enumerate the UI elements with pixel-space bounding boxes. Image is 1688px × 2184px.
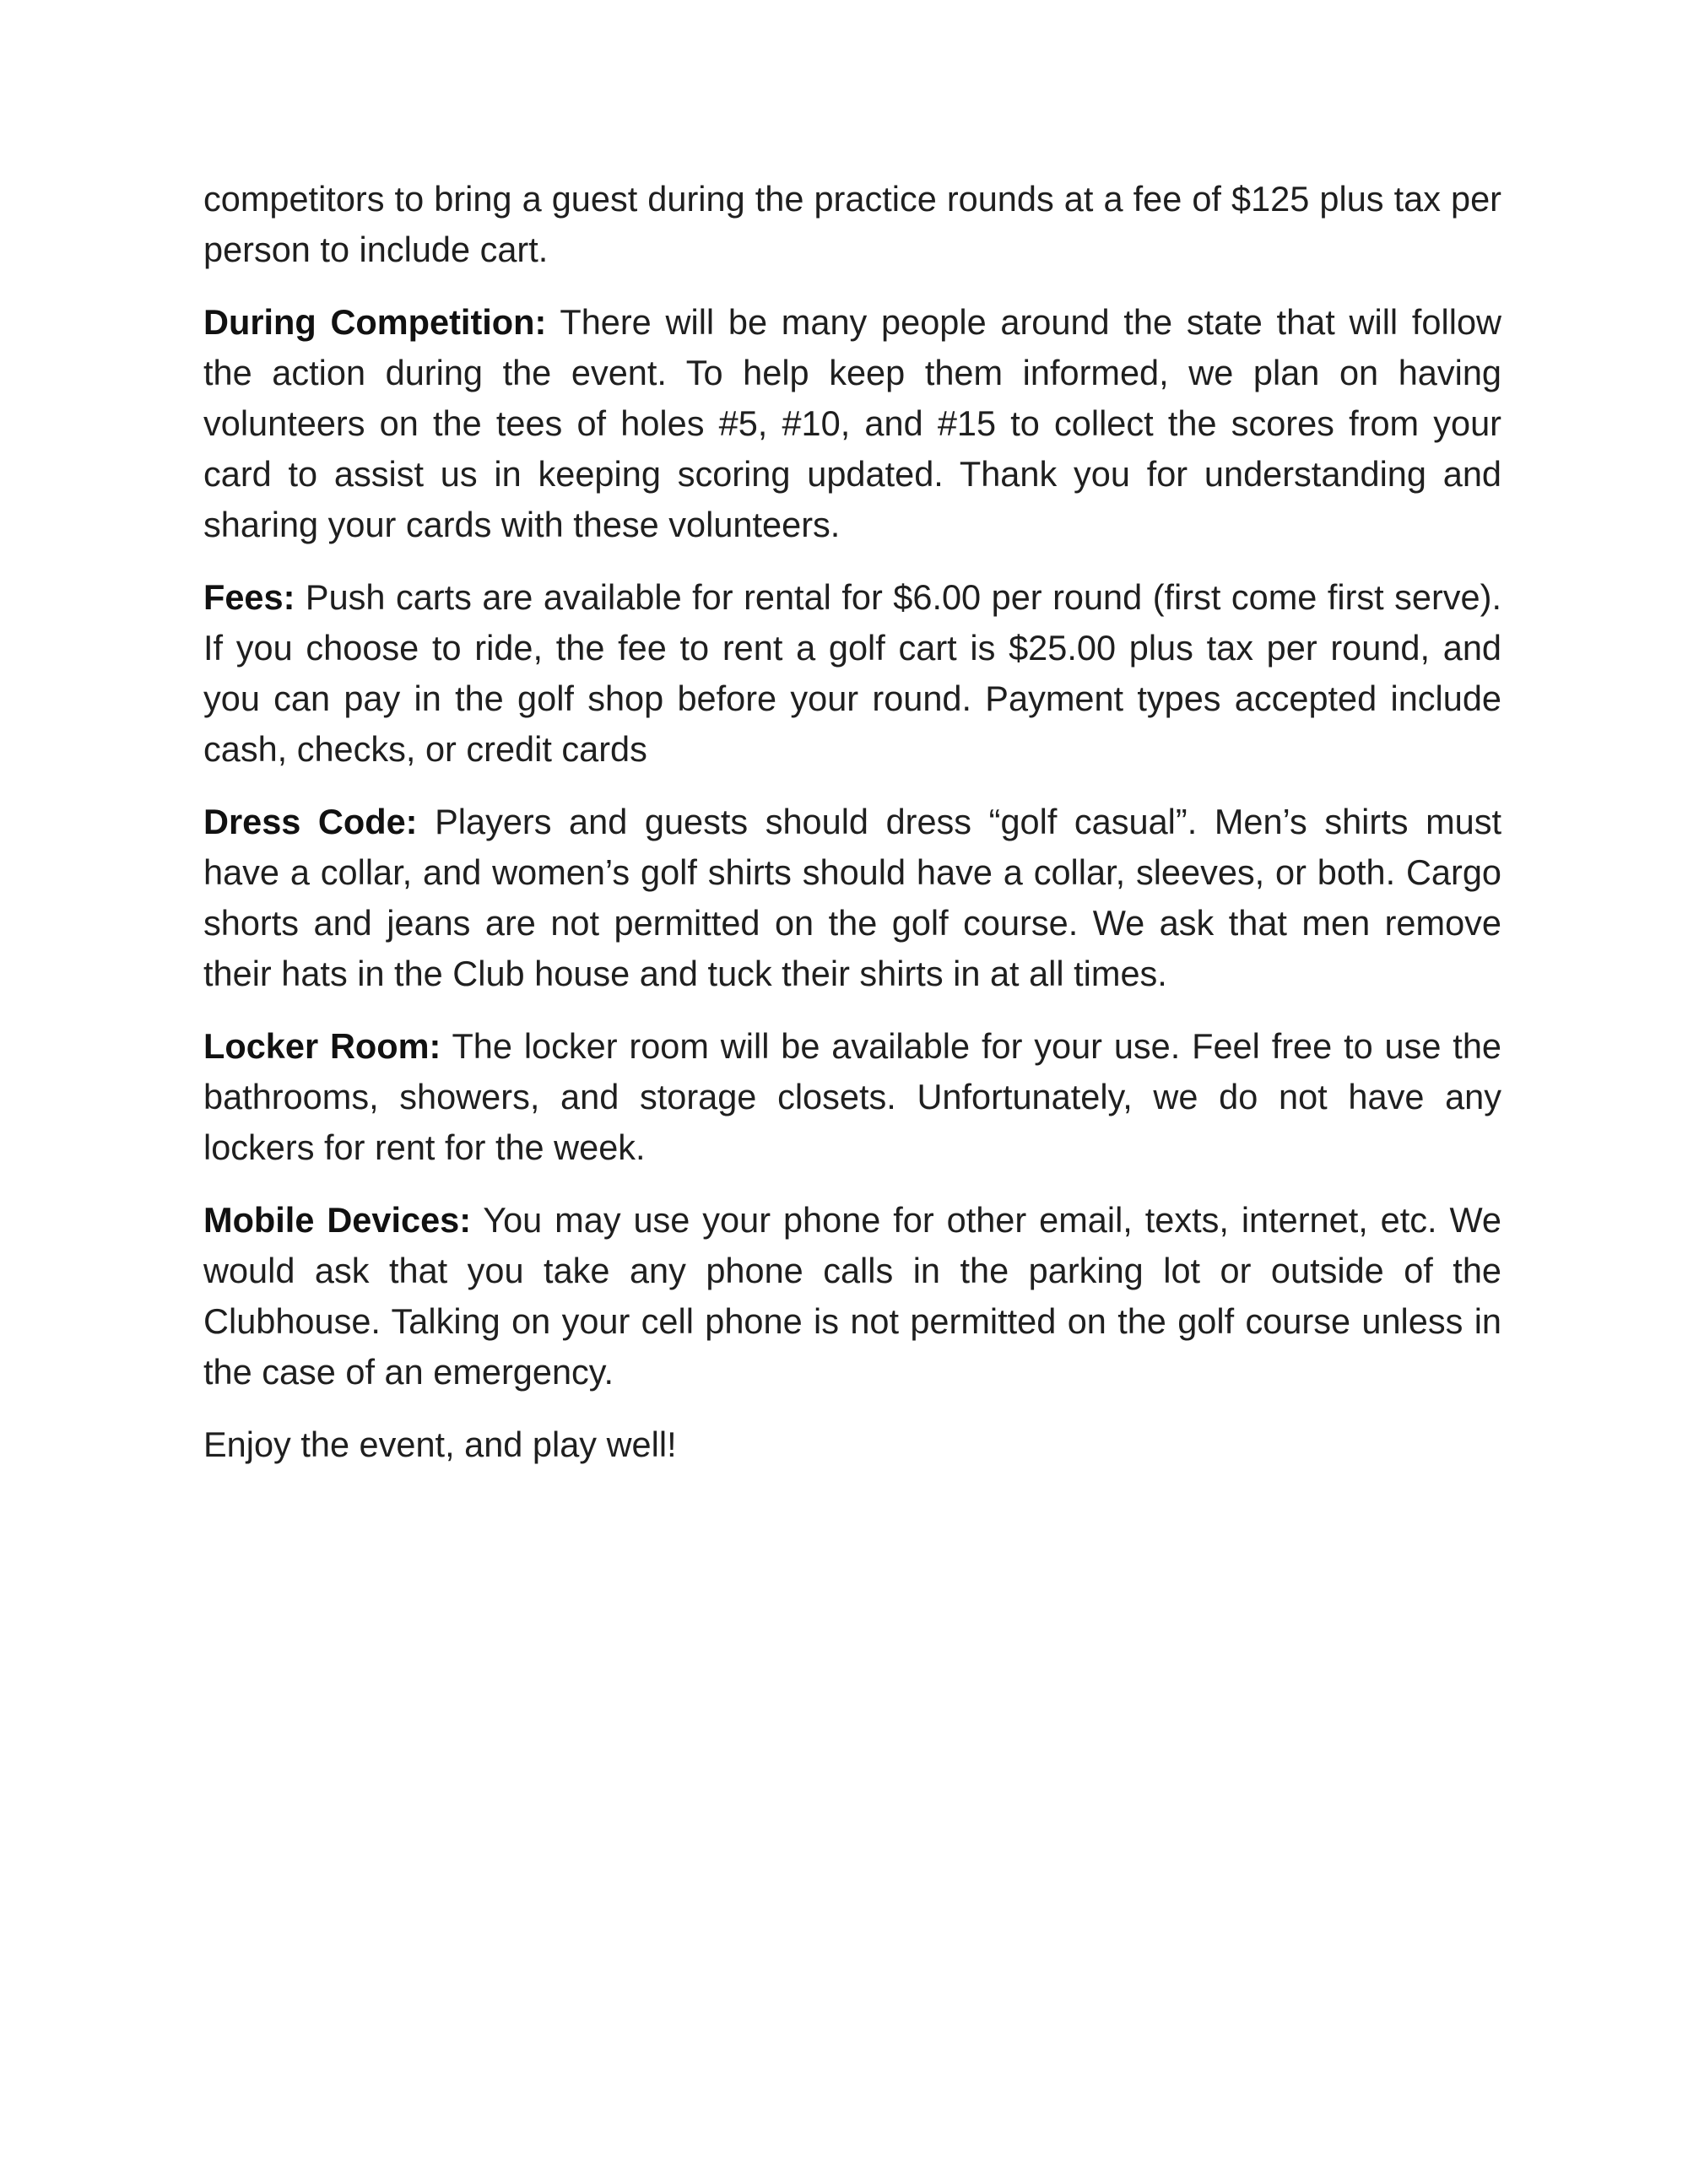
section-label: Mobile Devices: [203,1200,472,1240]
section-text: The locker room will be available for your use. Feel free to use the bathrooms, showers, and storage closets. Unfortunately, we do not have any lockers for rent for the week. [203,1026,1501,1167]
section-text: Push carts are available for rental for $6.00 per round (first come first serve). If you choose to ride, the fee to rent a golf cart is $25.00 plus tax per round, and you can pay in the golf shop before your round. Payment types accepted include cash, checks, or credit cards [203,577,1501,769]
intro-paragraph: competitors to bring a guest during the practice rounds at a fee of $125 plus tax per person to include cart. [203,179,1501,269]
section-text: Players and guests should dress “golf casual”. Men’s shirts must have a collar, and women’s golf shirts should have a collar, sleeves, or both. Cargo shorts and jeans are not permitted on the golf course. We ask that men remove their hats in the Club house and tuck their shirts in at all times. [203,802,1501,993]
section-label: Locker Room: [203,1026,441,1066]
section-text: You may use your phone for other email, texts, internet, etc. We would ask that you take any phone calls in the parking lot or outside of the Clubhouse. Talking on your cell phone is not permitted on the golf course unless in the case of an emergency. [203,1200,1501,1392]
section-during-competition [203,297,1501,550]
document-body [203,174,1501,1470]
section-dress-code [203,797,1501,999]
section-mobile-devices [203,1195,1501,1397]
section-label: Fees: [203,577,295,617]
section-text: There will be many people around the state that will follow the action during the event. To help keep them informed, we plan on having volunteers on the tees of holes #5, #10, and #15 to collect the scores from your card to assist us in keeping scoring updated. Thank you for understanding and sharing your cards with these volunteers. [203,302,1502,544]
section-label: During Competition: [203,302,547,342]
section-fees [203,572,1501,775]
section-locker-room [203,1021,1501,1173]
section-label: Dress Code: [203,802,418,841]
closing-line: Enjoy the event, and play well! [203,1424,677,1464]
